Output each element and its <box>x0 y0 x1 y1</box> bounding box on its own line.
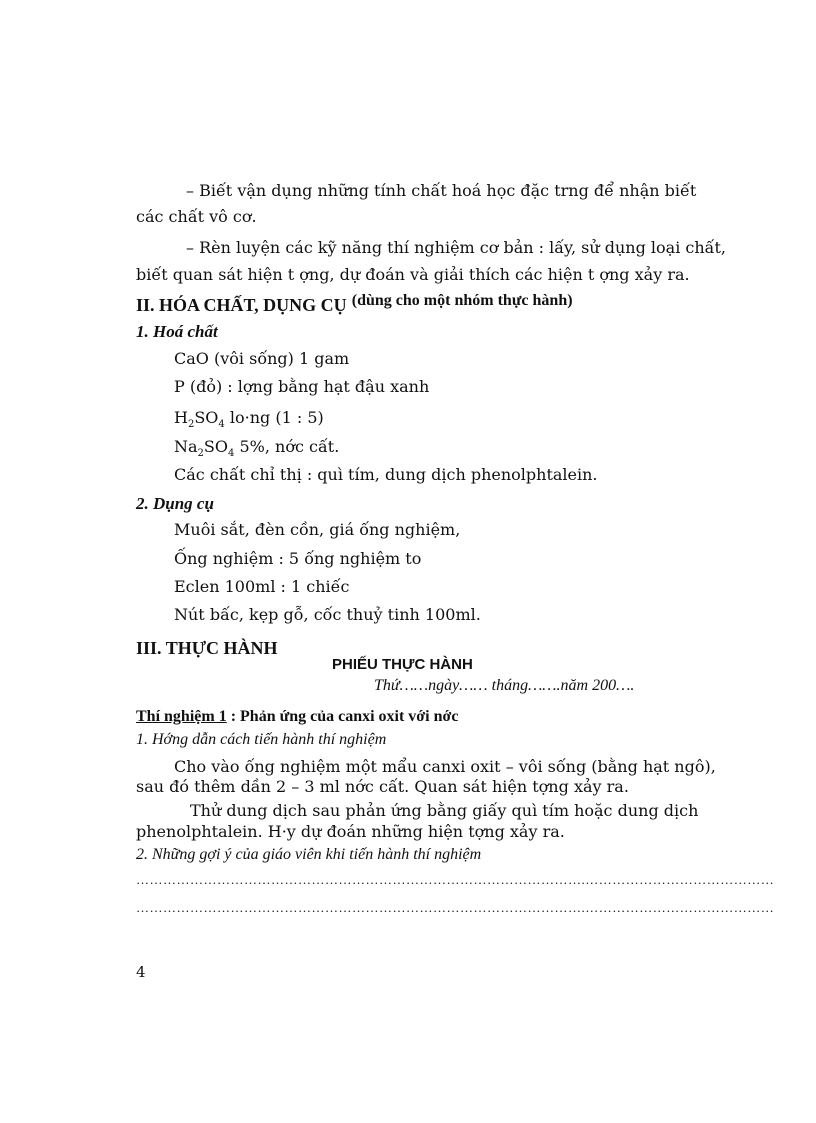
guide-line-2: sau đó thêm dần 2 – 3 ml nớc cất. Quan sát hiện tợng xảy ra. <box>136 777 629 796</box>
guide-line-3: Thử dung dịch sau phản ứng bằng giấy quì tím hoặc dung dịch <box>190 801 699 820</box>
tool-item-2: Ống nghiệm : 5 ống nghiệm to <box>174 549 422 568</box>
chemical-item-4: $Na_2SO_4$ 5%, nớc cất. <box>174 437 340 460</box>
sheet-title: PHIẾU THỰC HÀNH <box>332 656 473 673</box>
guide-line-4: phenolphtalein. H·y dự đoán những hiện tợng xảy ra. <box>136 822 565 841</box>
answer-dotted-line-2: ……………………………………………………………………………………….…………………………………… <box>136 900 775 915</box>
experiment-1-heading <box>136 706 458 726</box>
section-2-heading <box>136 292 573 316</box>
guide-line-1: Cho vào ống nghiệm một mẩu canxi oxit – vôi sống (bằng hạt ngô), <box>174 757 716 776</box>
chemical-item-5: Các chất chỉ thị : quì tím, dung dịch phenolphtalein. <box>174 465 598 484</box>
chemical-item-3: $H_2SO_4$ lo·ng (1 : 5) <box>174 408 324 431</box>
date-line: Thứ……ngày…… tháng…….năm 200…. <box>374 677 635 694</box>
tools-title: 2. Dụng cụ <box>136 494 214 513</box>
objective-line-3: – Rèn luyện các kỹ năng thí nghiệm cơ bản : lấy, sử dụng loại chất, <box>186 238 726 257</box>
section-3-title: III. THỰC HÀNH <box>136 638 278 658</box>
chemical-item-1: CaO (vôi sống) 1 gam <box>174 349 350 368</box>
tool-item-4: Nút bấc, kẹp gỗ, cốc thuỷ tinh 100ml. <box>174 605 481 624</box>
guide-title: 1. Hớng dẫn cách tiến hành thí nghiệm <box>136 731 387 748</box>
teacher-suggestions-title: 2. Những gợi ý của giáo viên khi tiến hành thí nghiệm <box>136 846 482 863</box>
tool-item-3: Eclen 100ml : 1 chiếc <box>174 577 350 596</box>
objective-line-2: các chất vô cơ. <box>136 207 257 226</box>
answer-dotted-line-1: ……………………………………………………………………………………….…………………………………… <box>136 872 775 887</box>
chemicals-title: 1. Hoá chất <box>136 322 218 341</box>
chemical-item-2: P (đỏ) : lợng bằng hạt đậu xanh <box>174 377 430 396</box>
objective-line-4: biết quan sát hiện t ợng, dự đoán và giải thích các hiện t ợng xảy ra. <box>136 265 690 284</box>
tool-item-1: Muôi sắt, đèn cồn, giá ống nghiệm, <box>174 520 461 539</box>
objective-line-1: – Biết vận dụng những tính chất hoá học đặc trng để nhận biết <box>186 181 697 200</box>
section-2-note: (dùng cho một nhóm thực hành) <box>351 292 573 309</box>
page-number: 4 <box>136 963 146 981</box>
experiment-1-title: : Phản ứng của canxi oxit với nớc <box>226 708 459 725</box>
section-2-title: II. HÓA CHẤT, DỤNG CỤ <box>136 295 347 315</box>
experiment-1-label: Thí nghiệm 1 <box>136 708 227 725</box>
